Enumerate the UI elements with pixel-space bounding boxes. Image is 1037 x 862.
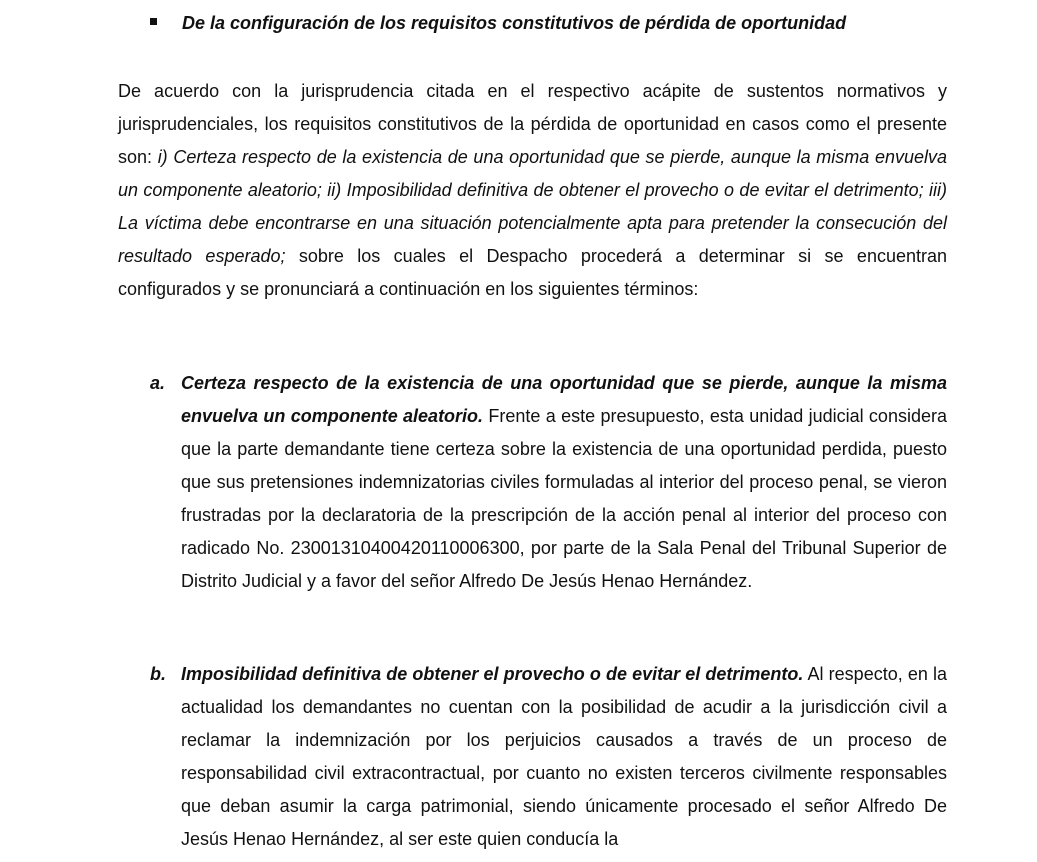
section-heading-text: De la configuración de los requisitos constitutivos de pérdida de oportunidad xyxy=(182,13,847,33)
list-item-a-title: Certeza respecto de la existencia de una oportunidad que se pierde, aunque la misma envuelva un componente aleatorio. xyxy=(181,373,947,426)
intro-requirements-italic: i) Certeza respecto de la existencia de una oportunidad que se pierde, aunque la misma envuelva un componente aleatorio; ii) Imposibilidad definitiva de obtener el provecho o de evitar el detrimento; iii) La víctima debe encontrarse en una situación potencialmente apta para pretender la consecución del resultado esperado; xyxy=(118,147,948,266)
intro-text-start: De acuerdo con la jurisprudencia citada en el respectivo acápite de sustentos normativos y jurisprudenciales, los requisitos constitutivos de la pérdida de oportunidad en casos como el presente son: xyxy=(118,81,947,167)
list-item-b-body xyxy=(181,658,947,856)
list-item-b xyxy=(150,658,947,856)
list-item-b-text: Al respecto, en la actualidad los demandantes no cuentan con la posibilidad de acudir a la jurisdicción civil a reclamar la indemnización por los perjuicios causados a través de un proceso de responsabilidad civil extracontractual, por cuanto no existen terceros civilmente responsables que deban asumir la carga patrimonial, siendo únicamente procesado el señor Alfredo De Jesús Henao Hernández, al ser este quien conducía la xyxy=(181,664,948,849)
list-item-a xyxy=(150,367,947,598)
intro-text-end: sobre los cuales el Despacho procederá a determinar si se encuentran configurados y se pronunciará a continuación en los siguientes términos: xyxy=(118,246,948,299)
section-heading xyxy=(150,8,970,38)
list-item-b-title: Imposibilidad definitiva de obtener el provecho o de evitar el detrimento. xyxy=(181,664,804,684)
list-item-a-body xyxy=(181,367,947,598)
list-marker-b: b. xyxy=(150,664,166,684)
list-item-a-text: Frente a este presupuesto, esta unidad judicial considera que la parte demandante tiene certeza sobre la existencia de una oportunidad perdida, puesto que sus pretensiones indemnizatorias civiles formuladas al interior del proceso penal, se vieron frustradas por la declaratoria de la prescripción de la acción penal al interior del proceso con radicado No. 23001310400420110006300, por parte de la Sala Penal del Tribunal Superior de Distrito Judicial y a favor del señor Alfredo De Jesús Henao Hernández. xyxy=(181,406,947,591)
intro-paragraph xyxy=(118,75,947,306)
square-bullet-icon xyxy=(150,18,157,25)
list-marker-a: a. xyxy=(150,373,166,393)
